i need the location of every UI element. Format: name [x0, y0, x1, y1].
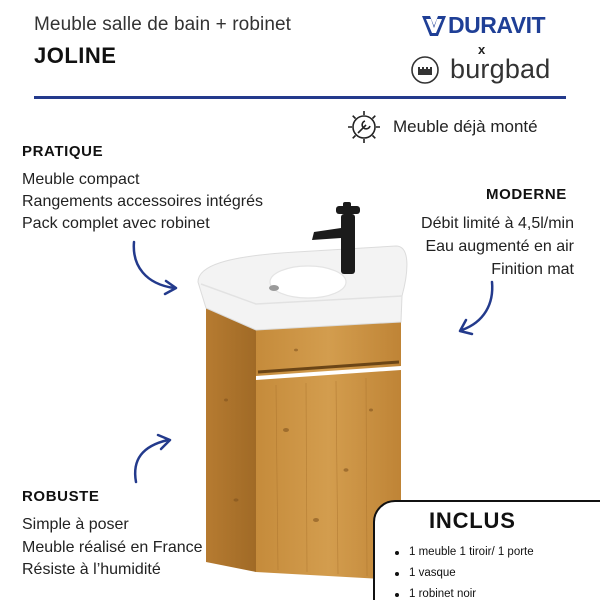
list-item: Finition mat — [491, 261, 574, 278]
duravit-logo — [420, 12, 545, 39]
list-item — [395, 584, 534, 600]
burgbad-logo — [410, 54, 551, 85]
list-item: Débit limité à 4,5l/min — [421, 215, 574, 232]
list-item: Eau augmenté en air — [425, 238, 574, 255]
list-item: Pack complet avec robinet — [22, 215, 210, 232]
arrow-pratique-icon — [128, 238, 188, 298]
arrow-moderne-icon — [452, 278, 502, 338]
moderne-heading: MODERNE — [486, 186, 567, 203]
header-divider — [34, 96, 566, 99]
list-item — [395, 542, 534, 563]
inclus-title: INCLUS — [429, 508, 516, 533]
assembled-text: Meuble déjà monté — [393, 117, 538, 136]
product-subtitle: Meuble salle de bain + robinet — [34, 14, 292, 35]
list-item: Meuble réalisé en France — [22, 538, 203, 556]
list-item: Résiste à l’humidité — [22, 561, 161, 578]
list-item: Meuble compact — [22, 171, 140, 188]
list-item: Rangements accessoires intégrés — [22, 193, 264, 210]
cabinet-side — [206, 296, 256, 572]
list-item — [395, 563, 534, 584]
duravit-wordmark: DURAVIT — [448, 12, 546, 38]
list-item-label: 1 vasque — [409, 567, 456, 579]
bullet-icon — [395, 572, 399, 576]
moderne-list — [421, 212, 574, 281]
brand-separator: x — [478, 42, 486, 57]
burgbad-wordmark: burgbad — [450, 54, 551, 84]
inclus-box — [373, 500, 600, 600]
bullet-icon — [395, 551, 399, 555]
assembled-badge — [345, 108, 538, 146]
inclus-list — [395, 542, 534, 600]
list-item-label: 1 meuble 1 tiroir/ 1 porte — [409, 546, 534, 558]
arrow-robuste-icon — [128, 432, 178, 488]
basin-bowl — [270, 266, 346, 298]
gear-wrench-icon — [345, 108, 383, 146]
pratique-heading: PRATIQUE — [22, 143, 104, 160]
duravit-mark-icon — [420, 13, 448, 39]
bullet-icon — [395, 593, 399, 597]
list-item: Simple à poser — [22, 516, 129, 533]
product-title: JOLINE — [34, 43, 117, 68]
list-item-label: 1 robinet noir — [409, 588, 477, 600]
robuste-heading: ROBUSTE — [22, 488, 100, 505]
burgbad-castle-icon — [410, 55, 440, 85]
robuste-list — [22, 514, 203, 582]
